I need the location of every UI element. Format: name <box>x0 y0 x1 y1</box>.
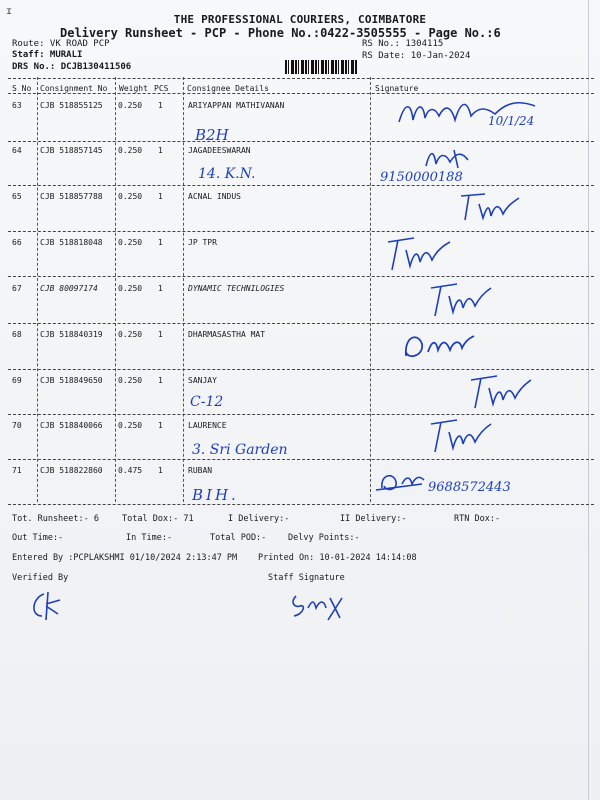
signature-mark <box>465 372 535 412</box>
printed-on: Printed On: 10-01-2024 14:14:08 <box>258 553 417 563</box>
i-delivery: I Delivery:- <box>228 514 290 524</box>
row-sno: 68 <box>12 330 22 339</box>
row-weight: 0.250 <box>118 284 143 293</box>
handwritten-date: 10/1/24 <box>488 114 535 128</box>
corner-mark: ɪ <box>6 6 13 17</box>
row-pcs: 1 <box>158 330 163 339</box>
table-bottom-rule <box>8 504 594 505</box>
row-sno: 67 <box>12 284 22 293</box>
handwritten-note: C-12 <box>190 394 224 410</box>
signature-mark <box>425 280 495 320</box>
table-top-rule <box>8 78 594 79</box>
row-consignee: JAGADEESWARAN <box>188 146 251 155</box>
staff-signature-mark <box>286 588 356 622</box>
row-divider <box>8 185 594 186</box>
row-divider <box>8 141 594 142</box>
handwritten-note: 3. Sri Garden <box>192 442 288 458</box>
delvy-points: Delvy Points:- <box>288 533 360 543</box>
entered-by: Entered By :PCPLAKSHMI 01/10/2024 2:13:47 PM <box>12 553 238 563</box>
signature-mark <box>420 146 500 172</box>
handwritten-phone: 9150000188 <box>380 170 463 185</box>
row-divider <box>8 323 594 324</box>
row-weight: 0.250 <box>118 192 143 201</box>
row-pcs: 1 <box>158 238 163 247</box>
row-consignment: CJB 518840066 <box>40 421 103 430</box>
signature-mark <box>455 190 525 224</box>
row-consignment: CJB 518822860 <box>40 466 103 475</box>
row-pcs: 1 <box>158 421 163 430</box>
row-consignment: CJB 518855125 <box>40 101 103 110</box>
row-divider <box>8 231 594 232</box>
barcode <box>285 60 357 74</box>
signature-mark <box>398 326 478 364</box>
handwritten-phone: 9688572443 <box>428 480 511 495</box>
row-weight: 0.250 <box>118 330 143 339</box>
staff-label: Staff: MURALI <box>12 50 83 60</box>
verified-by: Verified By <box>12 573 69 583</box>
row-consignee: JP TPR <box>188 238 217 247</box>
row-consignment: CJB 518840319 <box>40 330 103 339</box>
route-label: Route: VK ROAD PCP <box>12 39 110 49</box>
company-title: THE PROFESSIONAL COURIERS, COIMBATORE <box>173 13 427 26</box>
col-header-signature: Signature <box>375 84 419 93</box>
row-consignment: CJB 518818048 <box>40 238 103 247</box>
page-edge-line <box>588 0 589 800</box>
row-consignee: SANJAY <box>188 376 217 385</box>
total-dox: Total Dox:- 71 <box>122 514 194 524</box>
tot-runsheet: Tot. Runsheet:- 6 <box>12 514 99 524</box>
in-time: In Time:- <box>126 533 173 543</box>
verifier-signature <box>26 588 76 624</box>
handwritten-note: B2H <box>195 126 229 144</box>
row-weight: 0.250 <box>118 146 143 155</box>
col-header-pcs: PCS <box>154 84 169 93</box>
row-consignment: CJB 518857145 <box>40 146 103 155</box>
row-divider <box>8 414 594 415</box>
staff-signature-label: Staff Signature <box>268 573 345 583</box>
row-consignment: CJB 518849650 <box>40 376 103 385</box>
table-head-rule <box>8 93 594 94</box>
row-divider <box>8 459 594 460</box>
signature-mark <box>372 466 432 496</box>
drs-number: DRS No.: DCJB130411506 <box>12 62 132 72</box>
row-divider <box>8 276 594 277</box>
row-consignee: ARIYAPPAN MATHIVANAN <box>188 101 285 110</box>
row-pcs: 1 <box>158 146 163 155</box>
row-sno: 64 <box>12 146 22 155</box>
ii-delivery: II Delivery:- <box>340 514 407 524</box>
row-weight: 0.250 <box>118 376 143 385</box>
row-weight: 0.250 <box>118 101 143 110</box>
row-consignee: DHARMASASTHA MAT <box>188 330 266 339</box>
signature-mark <box>380 232 460 274</box>
row-sno: 66 <box>12 238 22 247</box>
row-pcs: 1 <box>158 101 163 110</box>
row-consignment: CJB 518857788 <box>40 192 103 201</box>
row-consignee: ACNAL INDUS <box>188 192 241 201</box>
row-weight: 0.250 <box>118 238 143 247</box>
row-pcs: 1 <box>158 192 163 201</box>
row-consignee: RUBAN <box>188 466 213 475</box>
out-time: Out Time:- <box>12 533 64 543</box>
row-sno: 65 <box>12 192 22 201</box>
row-sno: 71 <box>12 466 22 475</box>
handwritten-note: BIH. <box>192 486 239 504</box>
row-sno: 63 <box>12 101 22 110</box>
row-pcs: 1 <box>158 466 163 475</box>
row-sno: 69 <box>12 376 22 385</box>
row-consignee: LAURENCE <box>188 421 227 430</box>
signature-mark <box>395 96 565 132</box>
handwritten-note: 14. K.N. <box>198 166 256 182</box>
col-header-weight: Weight <box>119 84 148 93</box>
rs-date: RS Date: 10-Jan-2024 <box>362 51 471 61</box>
signature-mark <box>425 416 495 456</box>
row-weight: 0.250 <box>118 421 143 430</box>
rs-number: RS No.: 1304115 <box>362 39 444 49</box>
row-weight: 0.475 <box>118 466 143 475</box>
col-header-consignment: Consignment No <box>40 84 108 93</box>
row-sno: 70 <box>12 421 22 430</box>
total-pod: Total POD:- <box>210 533 267 543</box>
row-consignee: DYNAMIC TECHNILOGIES <box>188 284 285 293</box>
row-consignment: CJB 80097174 <box>40 284 98 293</box>
row-pcs: 1 <box>158 376 163 385</box>
runsheet-subtitle: Delivery Runsheet - PCP - Phone No.:0422-3505555 - Page No.:6 <box>60 26 501 40</box>
row-divider <box>8 369 594 370</box>
col-header-consignee: Consignee Details <box>187 84 269 93</box>
rtn-dox: RTN Dox:- <box>454 514 501 524</box>
row-pcs: 1 <box>158 284 163 293</box>
col-header-sno: S No <box>12 84 32 93</box>
